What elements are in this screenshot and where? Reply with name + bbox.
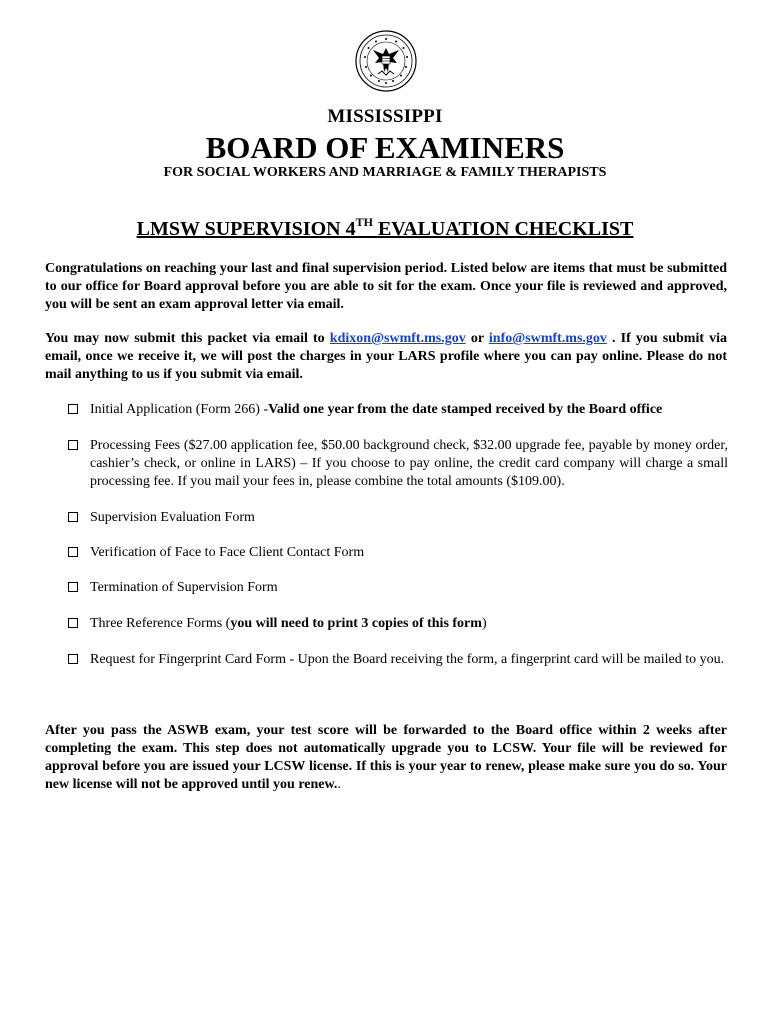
submit-text-or: or [465,331,489,346]
title-rest: EVALUATION CHECKLIST [372,218,634,240]
item-tail-text: ) [481,616,487,631]
title-main: LMSW SUPERVISION 4 [136,218,356,240]
checkbox[interactable] [68,547,78,557]
checklist-item-face-to-face-verification [68,544,364,562]
submit-text-after: . If you submit via email, once we receive it, we will post the charges in your LARS profile where you can pay online. Please do not mail anything to us if you submit via email. [45,331,727,382]
checkbox[interactable] [68,512,78,522]
intro-paragraph: Congratulations on reaching your last and final supervision period. Listed below are items that must be submitted to our office for Board approval before you are able to sit for the exam. Once your file is reviewed and approved, you will be sent an exam approval letter via email. [45,261,727,312]
checkbox[interactable] [68,618,78,628]
checkbox[interactable] [68,582,78,592]
email-link-kdixon[interactable]: kdixon@swmft.ms.gov [329,331,466,346]
submit-text-before: You may now submit this packet via email to [45,331,330,346]
item-text: Processing Fees ($27.00 application fee, $50.00 background check, $32.00 upgrade fee, payable by money order, cashier’s check, or online in LARS) – If you choose to pay online, the credit card company will charge a small processing fee. If you mail your fees in, please combine the total amounts ($109.00). [90,438,728,489]
title-superscript: TH [355,215,373,229]
item-text: Supervision Evaluation Form [90,510,255,525]
closing-paragraph [45,722,727,794]
board-subtitle: FOR SOCIAL WORKERS AND MARRIAGE & FAMILY THERAPISTS [163,165,607,180]
item-bold-text: Valid one year from the date stamped received by the Board office [268,402,663,417]
board-name: BOARD OF EXAMINERS [205,130,565,165]
item-text: Initial Application (Form 266) - [90,402,269,417]
closing-period: . [337,777,341,792]
email-link-info[interactable]: info@swmft.ms.gov [488,331,607,346]
closing-text: After you pass the ASWB exam, your test score will be forwarded to the Board office within 2 weeks after completing the exam. This step does not automatically upgrade you to LCSW. Your file will be reviewed for approval before you are issued your LCSW license. If this is your year to renew, please make sure you do so. Your new license will not be approved until you renew. [45,723,727,792]
state-name: MISSISSIPPI [327,106,443,127]
checkbox[interactable] [68,440,78,450]
submit-paragraph [45,330,727,384]
checklist-item-reference-forms [68,615,487,633]
checkbox[interactable] [68,654,78,664]
checkbox[interactable] [68,404,78,414]
checklist-item-initial-application [68,401,662,419]
item-text: Request for Fingerprint Card Form - Upon the Board receiving the form, a fingerprint card will be mailed to you. [90,652,725,667]
checklist-item-termination-of-supervision [68,579,278,597]
state-seal-icon [355,30,417,92]
document-title [0,215,770,241]
item-text: Three Reference Forms ( [90,616,231,631]
item-text: Termination of Supervision Form [90,580,278,595]
item-text: Verification of Face to Face Client Contact Form [90,545,365,560]
item-bold-text: you will need to print 3 copies of this form [230,616,482,631]
checklist-item-fingerprint-card [68,651,724,669]
checklist-item-processing-fees [68,437,728,491]
checklist-item-supervision-evaluation [68,509,255,527]
